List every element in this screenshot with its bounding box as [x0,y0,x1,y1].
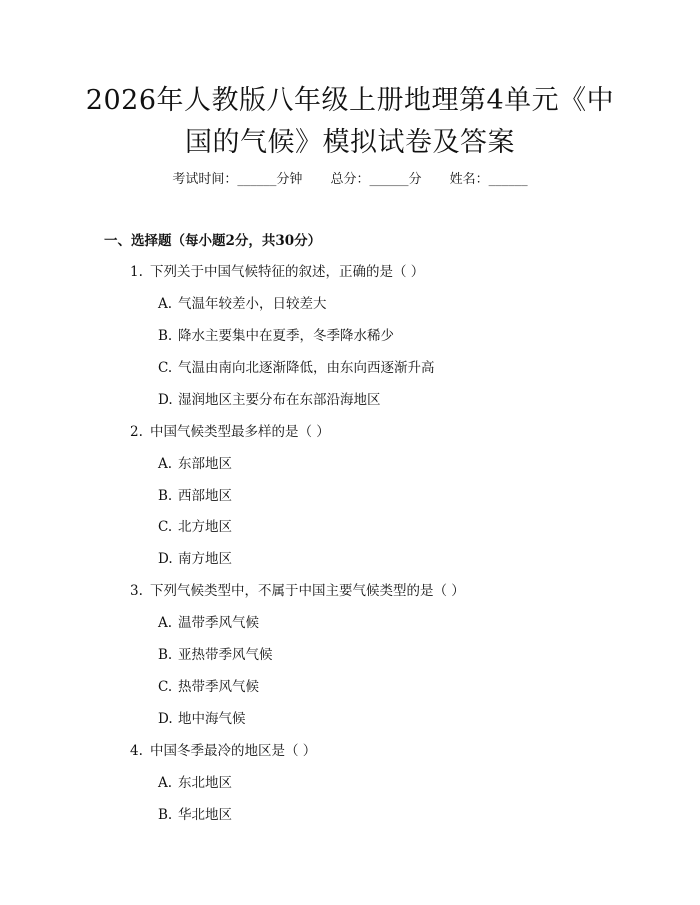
option-letter: D. [158,392,173,408]
option-text: 东北地区 [178,775,232,791]
question-number: 2. [130,424,143,440]
option-letter: C. [158,360,173,376]
option-letter: B. [158,328,173,344]
option-letter: D. [158,551,173,567]
option-text: 北方地区 [178,519,232,535]
question-2-option-a [158,452,232,472]
option-letter: C. [158,679,173,695]
option-text: 气温由南向北逐渐降低，由东向西逐渐升高 [178,360,435,376]
option-text: 东部地区 [178,456,232,472]
option-letter: B. [158,488,173,504]
question-2 [130,420,330,440]
question-4-option-b [158,803,232,823]
question-1-option-d [158,388,381,408]
question-4-option-a [158,771,232,791]
option-letter: B. [158,647,173,663]
option-text: 南方地区 [178,551,232,567]
option-letter: A. [158,296,173,312]
option-text: 温带季风气候 [178,615,259,631]
question-1-option-a [158,292,327,312]
question-1 [130,260,424,280]
option-letter: C. [158,519,173,535]
section-heading: 一、选择题（每小题2分，共30分） [104,233,322,249]
option-text: 地中海气候 [178,711,246,727]
question-text: 中国气候类型最多样的是（ ） [150,424,330,440]
question-number: 1. [130,264,143,280]
question-text: 下列关于中国气候特征的叙述，正确的是（ ） [150,264,425,280]
question-2-option-b [158,484,232,504]
option-letter: A. [158,456,173,472]
option-text: 气温年较差小，日较差大 [178,296,327,312]
question-text: 中国冬季最冷的地区是（ ） [150,743,317,759]
option-letter: A. [158,615,173,631]
question-3-option-b [158,643,273,663]
option-letter: D. [158,711,173,727]
question-2-option-c [158,515,232,535]
option-text: 热带季风气候 [178,679,259,695]
question-3-option-a [158,611,259,631]
page-title: 2026年人教版八年级上册地理第4单元《中国的气候》模拟试卷及答案 [85,85,615,158]
exam-time-field: 考试时间：______分钟 [172,172,303,187]
option-text: 湿润地区主要分布在东部沿海地区 [178,392,381,408]
question-number: 4. [130,743,143,759]
question-number: 3. [130,583,143,599]
question-3 [130,579,465,599]
question-text: 下列气候类型中，不属于中国主要气候类型的是（ ） [150,583,465,599]
student-name-field: 姓名：______ [449,172,528,187]
option-text: 西部地区 [178,488,232,504]
question-1-option-c [158,356,435,376]
question-4 [130,739,316,759]
option-text: 华北地区 [178,807,232,823]
option-text: 亚热带季风气候 [178,647,273,663]
question-2-option-d [158,547,232,567]
exam-meta [0,168,700,187]
option-letter: B. [158,807,173,823]
option-letter: A. [158,775,173,791]
question-3-option-c [158,675,259,695]
question-1-option-b [158,324,394,344]
question-3-option-d [158,707,246,727]
option-text: 降水主要集中在夏季，冬季降水稀少 [178,328,394,344]
total-score-field: 总分：______分 [330,172,422,187]
